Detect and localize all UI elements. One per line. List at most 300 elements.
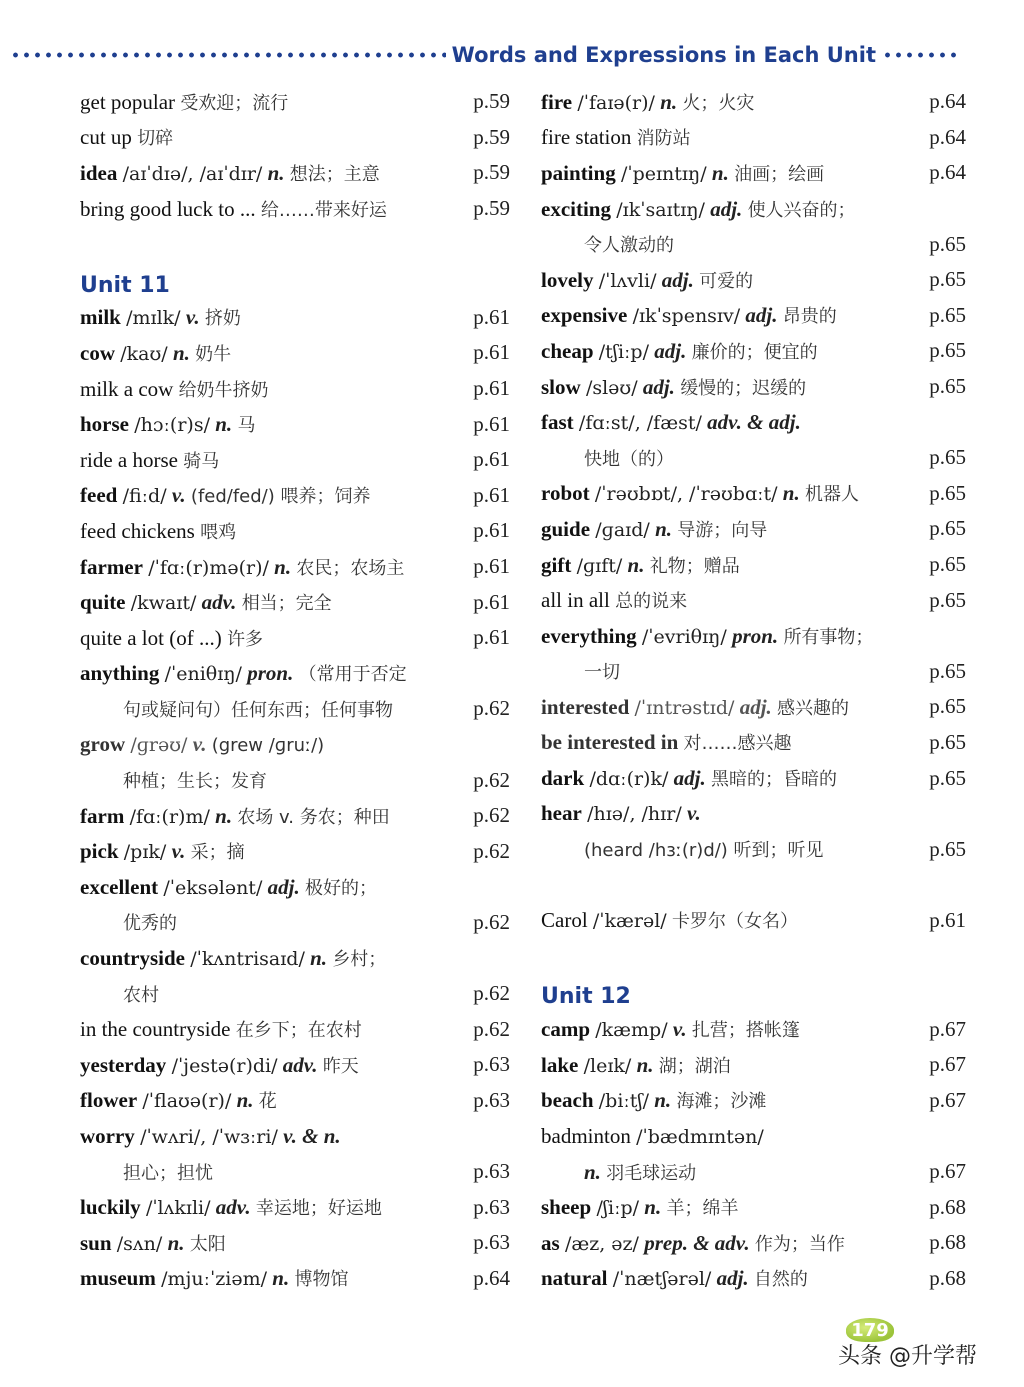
- part-of-speech: n.: [660, 89, 678, 114]
- phonetic: /sləʊ/: [585, 376, 638, 399]
- vocab-entry: [80, 191, 510, 227]
- chinese-meaning: 幸运地；好运地: [255, 1198, 382, 1220]
- entry-text: [80, 1159, 213, 1185]
- vocab-word: countryside: [80, 946, 185, 971]
- vocab-word: cut up: [80, 125, 132, 150]
- part-of-speech: pron.: [732, 623, 779, 648]
- page-ref: p.68: [929, 1194, 966, 1219]
- vocab-word: interested: [541, 694, 630, 719]
- vocab-entry: [541, 1011, 966, 1047]
- entry-text: [541, 160, 824, 186]
- vocab-word: camp: [541, 1017, 590, 1042]
- vocab-entry: [541, 1083, 966, 1119]
- vocab-entry: [80, 549, 510, 585]
- part-of-speech: pron.: [247, 661, 294, 686]
- chinese-meaning: 太阳: [189, 1233, 226, 1255]
- entry-text: [541, 729, 792, 755]
- vocab-entry: [80, 656, 510, 692]
- part-of-speech: n.: [272, 1266, 290, 1291]
- entry-continuation: [80, 905, 510, 941]
- page-ref: p.62: [473, 696, 510, 721]
- entry-text: [80, 411, 255, 437]
- vocab-entry: [80, 584, 510, 620]
- vocab-entry: [541, 760, 966, 796]
- part-of-speech: n.: [636, 1052, 654, 1077]
- phonetic: /kæmp/: [595, 1019, 668, 1042]
- phonetic: /ˈwʌri/, /ˈwɜːri/: [140, 1125, 278, 1148]
- vocab-word: milk: [80, 305, 121, 330]
- part-of-speech: n.: [627, 552, 645, 577]
- vocab-word: bring good luck to ...: [80, 196, 256, 221]
- chinese-meaning: 所有事物；: [783, 626, 874, 648]
- phonetic: /ˈeniθɪŋ/: [164, 663, 242, 686]
- page-ref: p.65: [929, 445, 966, 470]
- page-ref: p.64: [929, 89, 966, 114]
- entry-text: [80, 482, 371, 508]
- chinese-meaning: 扎营；搭帐篷: [691, 1020, 800, 1042]
- entry-text: [541, 801, 701, 826]
- vocab-word: fire: [541, 89, 573, 114]
- entry-text: [80, 660, 407, 686]
- phonetic: /ˈrəʊbɒt/, /ˈrəʊbɑːt/: [594, 483, 778, 506]
- entry-text: [541, 1124, 764, 1149]
- vocab-word: yesterday: [80, 1052, 167, 1077]
- vocab-entry: [80, 371, 510, 407]
- chinese-meaning: 给……带来好运: [260, 199, 387, 221]
- entry-text: [80, 803, 390, 829]
- chinese-meaning: 羽毛球运动: [606, 1162, 697, 1184]
- part-of-speech: adj.: [739, 694, 772, 719]
- part-of-speech: adv. & adj.: [707, 409, 801, 434]
- chinese-meaning: 句或疑问句）任何东西；任何事物: [123, 699, 393, 721]
- chinese-meaning: 黑暗的；昏暗的: [710, 769, 837, 791]
- part-of-speech: n.: [584, 1159, 601, 1184]
- phonetic: /ɡrəʊ/: [130, 733, 188, 756]
- vocab-word: beach: [541, 1088, 594, 1113]
- entry-continuation: [80, 976, 510, 1012]
- entry-text: [541, 1087, 766, 1113]
- phonetic: /aɪˈdɪə/, /aɪˈdɪr/: [122, 162, 263, 185]
- chinese-meaning: 自然的: [753, 1269, 808, 1291]
- page-ref: p.59: [473, 124, 510, 149]
- entry-text: [541, 765, 837, 791]
- chinese-meaning: 感兴趣的: [777, 697, 850, 719]
- phonetic: /fɑː(r)m/: [129, 805, 210, 828]
- part-of-speech: n.: [172, 340, 190, 365]
- entry-text: [541, 410, 801, 435]
- vocab-entry: [541, 191, 966, 227]
- vocab-entry: [541, 618, 966, 654]
- part-of-speech: n.: [236, 1088, 254, 1113]
- chinese-meaning: (heard /hɜː(r)d/) 听到；听见: [584, 840, 824, 862]
- page-ref: p.67: [929, 1159, 966, 1184]
- entry-continuation: [541, 831, 966, 867]
- phonetic: /ɪkˈspensɪv/: [632, 305, 741, 328]
- phonetic: /ɡaɪd/: [595, 518, 650, 541]
- phonetic: /ˈlʌvli/: [598, 269, 657, 292]
- chinese-meaning: 许多: [226, 628, 263, 650]
- vocab-word: lake: [541, 1052, 579, 1077]
- spacer: [80, 226, 510, 262]
- page-ref: p.65: [929, 374, 966, 399]
- vocab-entry: [541, 262, 966, 298]
- spacer: [541, 938, 966, 974]
- page-ref: p.61: [473, 625, 510, 650]
- vocab-word: museum: [80, 1266, 156, 1291]
- vocab-entry: [541, 689, 966, 725]
- entry-text: [80, 696, 393, 722]
- part-of-speech: n.: [655, 516, 672, 541]
- entry-text: [541, 374, 806, 400]
- entry-text: [80, 1194, 382, 1220]
- chinese-meaning: 博物馆: [294, 1269, 349, 1291]
- entry-text: [541, 267, 753, 293]
- phonetic: /ˈkærəl/: [592, 910, 667, 933]
- vocab-word: everything: [541, 623, 637, 648]
- entry-text: [541, 1052, 731, 1078]
- vocab-word: pick: [80, 839, 119, 864]
- vocab-entry: [541, 1118, 966, 1154]
- entry-text: [80, 732, 324, 757]
- phonetic: /pɪk/: [123, 841, 167, 864]
- entry-text: [541, 480, 859, 506]
- page-ref: p.63: [473, 1159, 510, 1184]
- page-number-badge: 179: [846, 1318, 894, 1342]
- entry-text: [541, 89, 754, 115]
- vocab-word: in the countryside: [80, 1017, 231, 1042]
- vocab-word: quite a lot (of ...): [80, 625, 222, 650]
- part-of-speech: adj.: [710, 196, 743, 221]
- part-of-speech: n.: [274, 554, 292, 579]
- page-ref: p.61: [473, 482, 510, 507]
- entry-text: [80, 1124, 341, 1149]
- entry-continuation: [541, 440, 966, 476]
- entry-text: [541, 231, 674, 257]
- vocab-word: idea: [80, 160, 118, 185]
- vocab-word: fast: [541, 409, 574, 434]
- vocab-entry: [80, 1189, 510, 1225]
- vocab-word: luckily: [80, 1195, 141, 1220]
- entry-text: [80, 1087, 277, 1113]
- part-of-speech: v.: [185, 305, 200, 330]
- chinese-meaning: 相当；完全: [241, 593, 332, 615]
- entry-text: [80, 981, 159, 1007]
- vocab-word: sun: [80, 1230, 112, 1255]
- part-of-speech: v.: [171, 839, 186, 864]
- page-header: [10, 38, 960, 72]
- chinese-meaning: 可爱的: [699, 270, 754, 292]
- entry-text: [541, 1194, 738, 1220]
- chinese-meaning: 挤奶: [204, 308, 241, 330]
- chinese-meaning: 马: [237, 415, 256, 437]
- phonetic: /ˈevriθɪŋ/: [641, 625, 727, 648]
- part-of-speech: adv.: [215, 1195, 251, 1220]
- vocab-word: feed: [80, 483, 118, 508]
- vocab-entry: [541, 1225, 966, 1261]
- vocab-entry: [541, 155, 966, 191]
- page-ref: p.61: [473, 376, 510, 401]
- vocab-word: cow: [80, 340, 115, 365]
- entry-text: [541, 1230, 845, 1256]
- vocab-word: dark: [541, 766, 585, 791]
- phonetic: /leɪk/: [583, 1054, 632, 1077]
- chinese-meaning: 火；火灾: [682, 92, 755, 114]
- chinese-meaning: 消防站: [636, 128, 691, 150]
- page-ref: p.68: [929, 1230, 966, 1255]
- entry-text: [80, 1052, 359, 1078]
- vocab-entry: [541, 511, 966, 547]
- part-of-speech: adj.: [661, 267, 694, 292]
- vocab-entry: [80, 84, 510, 120]
- entry-text: [80, 838, 245, 864]
- part-of-speech: v.: [171, 483, 186, 508]
- part-of-speech: adv.: [201, 590, 237, 615]
- vocab-entry: [80, 1047, 510, 1083]
- vocab-word: robot: [541, 481, 590, 506]
- page-ref: p.64: [929, 160, 966, 185]
- vocab-word: farm: [80, 803, 125, 828]
- entry-text: [80, 909, 177, 935]
- entry-text: [80, 160, 380, 186]
- vocab-entry: [541, 404, 966, 440]
- page-ref: p.65: [929, 658, 966, 683]
- chinese-meaning: 喂鸡: [200, 521, 237, 543]
- vocab-word: excellent: [80, 874, 159, 899]
- page-ref: p.65: [929, 765, 966, 790]
- chinese-meaning: 农村: [123, 984, 159, 1006]
- entry-text: [541, 1016, 800, 1042]
- spacer: [541, 867, 966, 903]
- part-of-speech: n.: [215, 412, 233, 437]
- phonetic: /ˈpeɪntɪŋ/: [620, 162, 707, 185]
- entry-text: [80, 767, 267, 793]
- phonetic: /ˈjestə(r)di/: [171, 1054, 278, 1077]
- page-ref: p.63: [473, 1230, 510, 1255]
- phonetic: /hɔː(r)s/: [134, 414, 210, 437]
- vocab-entry: [541, 369, 966, 405]
- entry-text: [80, 874, 377, 900]
- vocab-entry: [541, 1189, 966, 1225]
- vocab-entry: [80, 1118, 510, 1154]
- vocab-entry: [80, 442, 510, 478]
- vocab-word: gift: [541, 552, 572, 577]
- vocab-entry: [80, 727, 510, 763]
- vocab-entry: [80, 940, 510, 976]
- entry-text: [80, 589, 332, 615]
- phonetic: /ɡɪft/: [576, 554, 623, 577]
- vocab-entry: [80, 120, 510, 156]
- vocab-entry: [541, 298, 966, 334]
- entry-text: [541, 124, 691, 150]
- part-of-speech: n.: [644, 1195, 662, 1220]
- page-ref: p.68: [929, 1265, 966, 1290]
- vocab-word: Carol: [541, 908, 588, 933]
- page-ref: p.61: [473, 411, 510, 436]
- entry-text: [80, 1265, 348, 1291]
- page-ref: p.62: [473, 1016, 510, 1041]
- phonetic: /ˈeksələnt/: [163, 876, 263, 899]
- page-ref: p.64: [929, 124, 966, 149]
- page-ref: p.61: [473, 340, 510, 365]
- phonetic: /fiːd/: [122, 485, 167, 508]
- part-of-speech: adj.: [716, 1266, 749, 1291]
- entry-text: [541, 302, 837, 328]
- page-ref: p.65: [929, 552, 966, 577]
- vocab-word: feed chickens: [80, 518, 195, 543]
- chinese-meaning: (grew /ɡruː/): [211, 734, 325, 756]
- entry-text: [80, 625, 263, 651]
- phonetic: /biːtʃ/: [598, 1090, 649, 1113]
- entry-text: [80, 1016, 362, 1042]
- part-of-speech: n.: [711, 160, 729, 185]
- chinese-meaning: 缓慢的；迟缓的: [680, 377, 807, 399]
- entry-text: [541, 338, 818, 364]
- vocab-entry: [80, 335, 510, 371]
- vocab-word: all in all: [541, 588, 610, 613]
- page-ref: p.61: [929, 907, 966, 932]
- vocab-entry: [541, 120, 966, 156]
- chinese-meaning: 羊；绵羊: [666, 1198, 739, 1220]
- phonetic: /mɪlk/: [126, 307, 181, 330]
- chinese-meaning: 昨天: [322, 1055, 359, 1077]
- vocab-word: quite: [80, 590, 126, 615]
- chinese-meaning: 礼物；赠品: [649, 555, 740, 577]
- phonetic: /kaʊ/: [120, 342, 168, 365]
- phonetic: /dɑː(r)k/: [589, 768, 669, 791]
- page-ref: p.65: [929, 480, 966, 505]
- entry-continuation: [80, 1154, 510, 1190]
- page-ref: p.62: [473, 981, 510, 1006]
- chinese-meaning: 农民；农场主: [296, 557, 405, 579]
- page-ref: p.61: [473, 554, 510, 579]
- page-ref: p.62: [473, 803, 510, 828]
- chinese-meaning: 奶牛: [195, 343, 232, 365]
- vocab-entry: [541, 582, 966, 618]
- vocab-entry: [80, 1261, 510, 1297]
- chinese-meaning: 想法；主意: [289, 163, 380, 185]
- vocab-word: get popular: [80, 89, 176, 114]
- page-ref: p.63: [473, 1087, 510, 1112]
- page-ref: p.65: [929, 231, 966, 256]
- part-of-speech: v.: [672, 1017, 687, 1042]
- page-ref: p.62: [473, 909, 510, 934]
- chinese-meaning: 种植；生长；发育: [123, 771, 267, 793]
- vocab-word: farmer: [80, 554, 143, 579]
- chinese-meaning: 昂贵的: [782, 306, 837, 328]
- entry-text: [80, 89, 288, 115]
- page-ref: p.65: [929, 587, 966, 612]
- vocab-word: expensive: [541, 303, 628, 328]
- chinese-meaning: 一切: [584, 662, 620, 684]
- part-of-speech: adj.: [267, 874, 300, 899]
- page-ref: p.67: [929, 1016, 966, 1041]
- entry-text: [541, 1265, 808, 1291]
- vocab-word: as: [541, 1230, 560, 1255]
- vocab-entry: [541, 725, 966, 761]
- chinese-meaning: 优秀的: [123, 913, 177, 935]
- phonetic: /ˈfɑː(r)mə(r)/: [148, 556, 269, 579]
- chinese-meaning: 乡村；: [332, 949, 387, 971]
- chinese-meaning: 花: [258, 1091, 277, 1113]
- right-column: [541, 84, 966, 1296]
- part-of-speech: adj.: [673, 766, 706, 791]
- phonetic: /ˈfaɪə(r)/: [577, 91, 655, 114]
- entry-text: [80, 340, 231, 366]
- entry-text: [80, 196, 387, 222]
- page-ref: p.64: [473, 1265, 510, 1290]
- entry-text: [541, 516, 767, 542]
- phonetic: /kwaɪt/: [130, 592, 197, 615]
- chinese-meaning: 给奶牛挤奶: [178, 379, 269, 401]
- phonetic: /mjuːˈziəm/: [161, 1268, 268, 1291]
- vocab-word: cheap: [541, 338, 594, 363]
- vocab-entry: [80, 155, 510, 191]
- chinese-meaning: 采；摘: [190, 842, 245, 864]
- entry-text: [80, 447, 219, 473]
- phonetic: /ˈnætʃərəl/: [612, 1268, 712, 1291]
- vocab-entry: [80, 620, 510, 656]
- left-column: [80, 84, 510, 1296]
- phonetic: /tʃiːp/: [598, 340, 649, 363]
- chinese-meaning: 总的说来: [615, 591, 688, 613]
- page-ref: p.65: [929, 516, 966, 541]
- page-ref: p.59: [473, 89, 510, 114]
- entry-text: [80, 1230, 226, 1256]
- page-ref: p.62: [473, 767, 510, 792]
- vocab-word: exciting: [541, 196, 611, 221]
- phonetic: /sʌn/: [116, 1232, 163, 1255]
- vocab-word: sheep: [541, 1195, 592, 1220]
- part-of-speech: n.: [167, 1230, 185, 1255]
- chinese-meaning: 农场 v. 务农；种田: [237, 806, 390, 828]
- chinese-meaning: 受欢迎；流行: [180, 92, 289, 114]
- vocab-word: lovely: [541, 267, 594, 292]
- chinese-meaning: 切碎: [137, 128, 174, 150]
- entry-text: [80, 945, 386, 971]
- vocab-entry: [80, 300, 510, 336]
- entry-text: [541, 658, 620, 684]
- chinese-meaning: (fed/fed/) 喂养；饲养: [190, 486, 371, 508]
- phonetic: /ˈbædmɪntən/: [636, 1125, 764, 1148]
- entry-text: [541, 836, 824, 862]
- vocab-entry: [80, 1083, 510, 1119]
- vocab-word: natural: [541, 1266, 608, 1291]
- chinese-meaning: 令人激动的: [584, 235, 674, 257]
- part-of-speech: adj.: [654, 338, 687, 363]
- part-of-speech: prep. & adv.: [644, 1230, 750, 1255]
- vocab-entry: [80, 478, 510, 514]
- header-dots-left: [10, 52, 446, 58]
- header-title: Words and Expressions in Each Unit: [451, 43, 876, 67]
- chinese-meaning: 油画；绘画: [734, 163, 825, 185]
- chinese-meaning: （常用于否定: [298, 664, 407, 686]
- entry-text: [80, 518, 236, 544]
- phonetic: /hɪə/, /hɪr/: [587, 803, 682, 826]
- vocab-entry: [80, 869, 510, 905]
- chinese-meaning: 骑马: [183, 450, 220, 472]
- page-ref: p.65: [929, 338, 966, 363]
- chinese-meaning: 快地（的）: [584, 448, 674, 470]
- part-of-speech: adv.: [282, 1052, 318, 1077]
- entry-text: [80, 376, 269, 402]
- unit-heading: Unit 11: [80, 272, 170, 298]
- page-ref: p.63: [473, 1194, 510, 1219]
- chinese-meaning: 廉价的；便宜的: [691, 341, 818, 363]
- vocab-word: flower: [80, 1088, 138, 1113]
- page-ref: p.61: [473, 304, 510, 329]
- phonetic: /ˈflaʊə(r)/: [142, 1090, 232, 1113]
- vocab-entry: [541, 1047, 966, 1083]
